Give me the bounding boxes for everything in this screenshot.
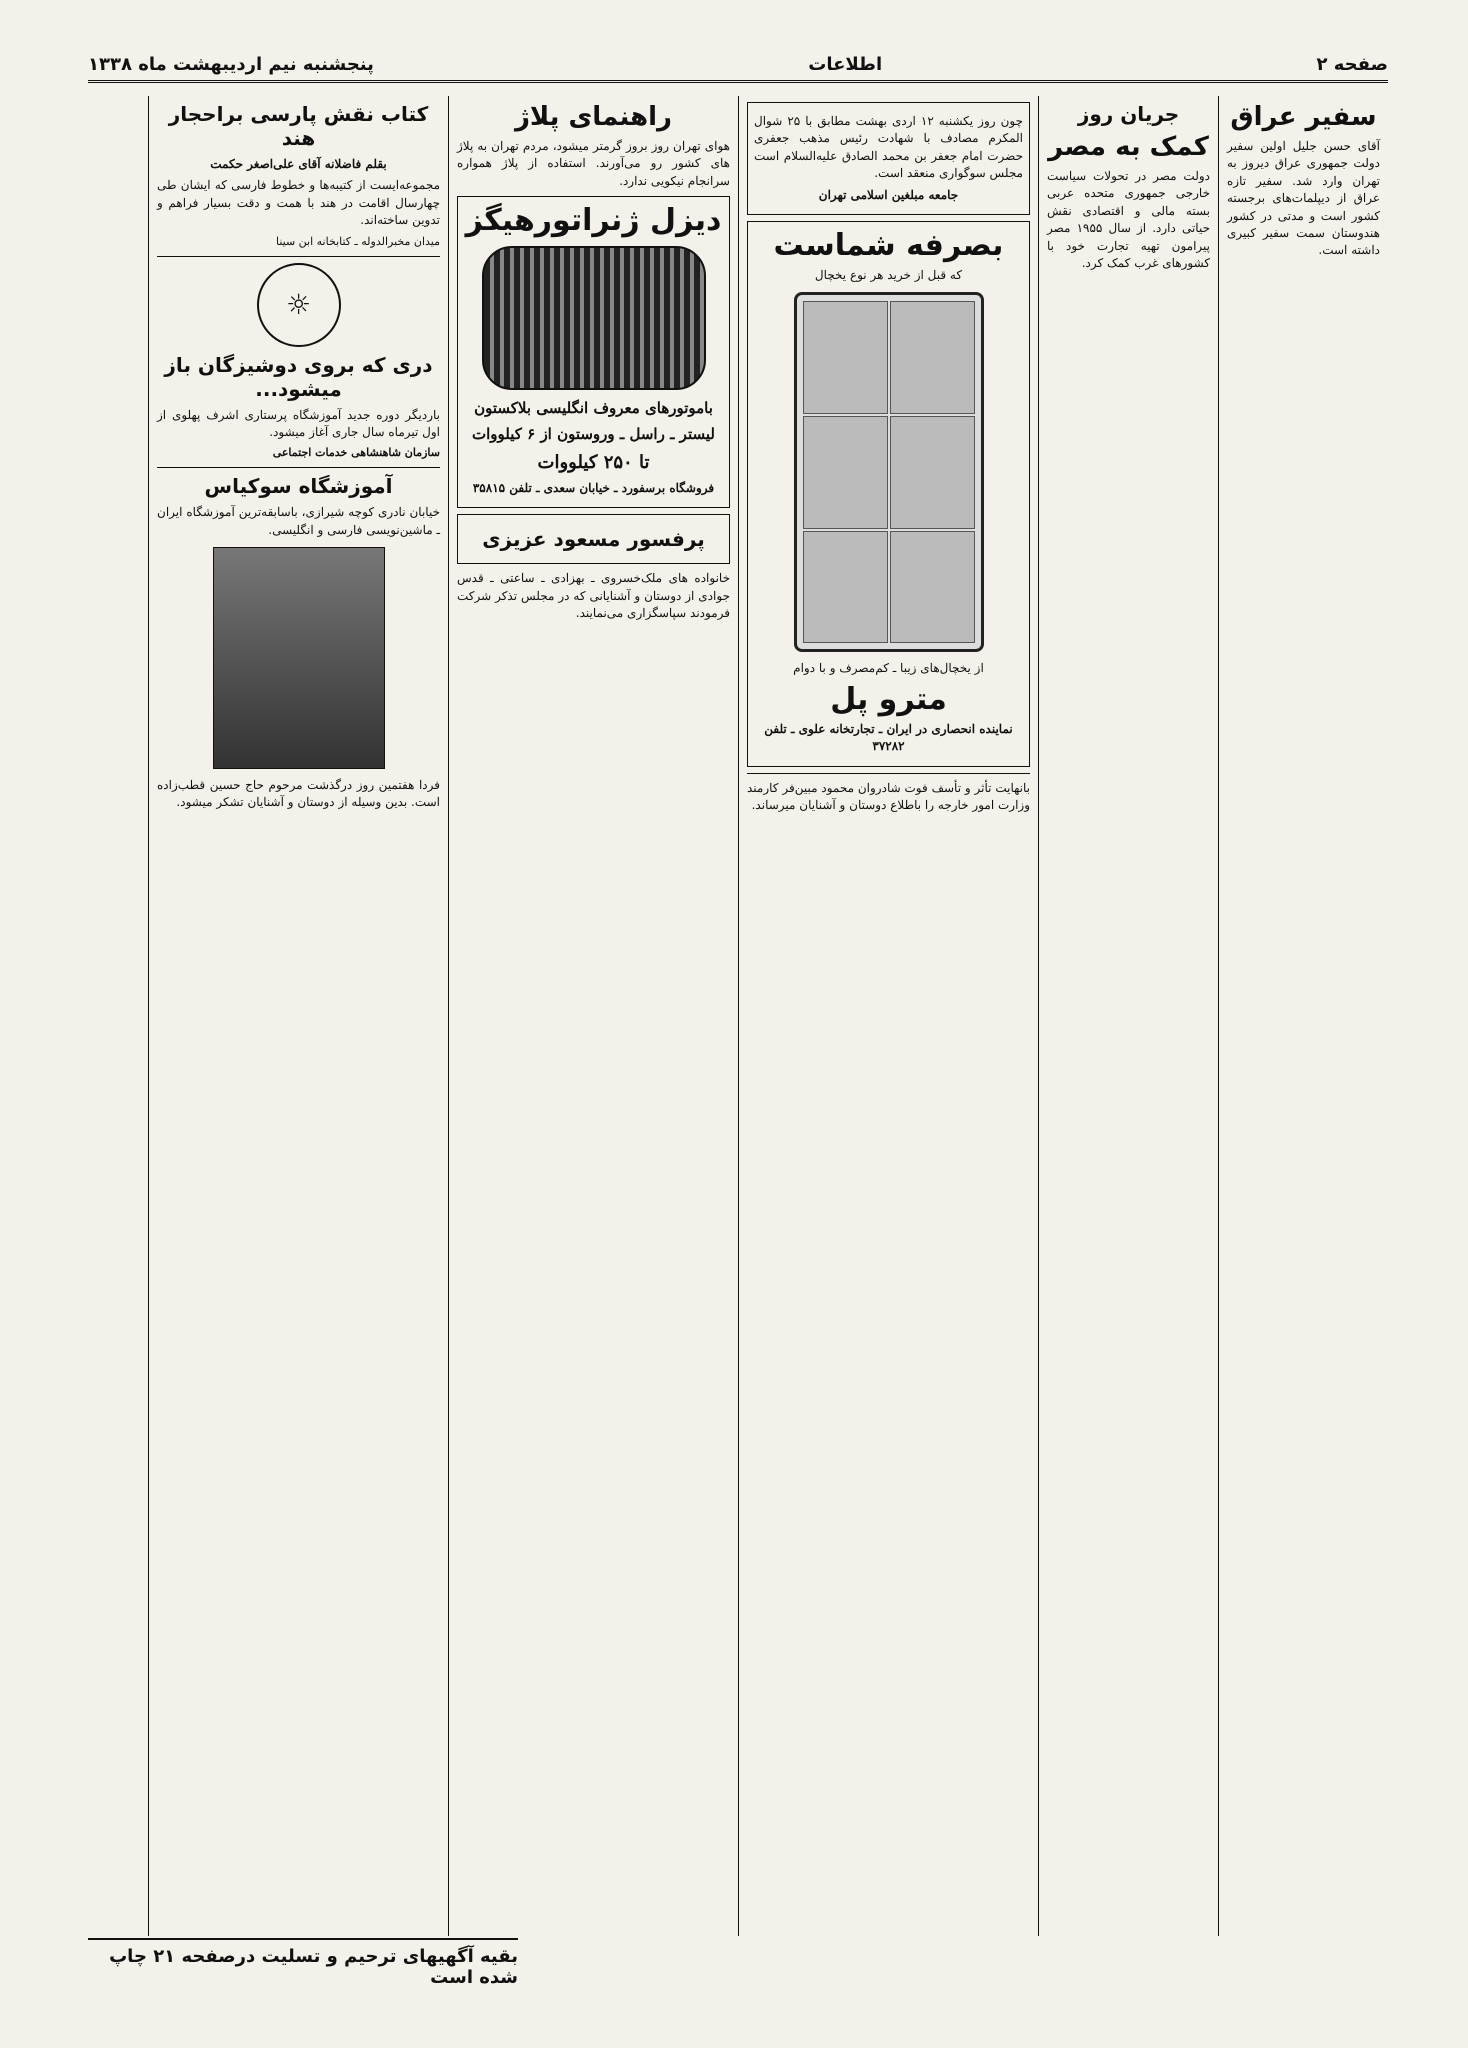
column-fridge-ad [738, 96, 1038, 1936]
column-beach-guide [448, 96, 738, 1936]
article-title: کمک به مصر [1048, 132, 1209, 162]
page-footer: بقیه آگهیهای ترحیم و تسلیت درصفحه ۲۱ چاپ شده است [88, 1938, 518, 1988]
institute-title: آموزشگاه سوکیاس [204, 474, 393, 499]
school-sign: سازمان شاهنشاهی خدمات اجتماعی [272, 446, 440, 460]
column-egypt-aid [1038, 96, 1218, 1936]
ad-headline: بصرفه شماست [773, 227, 1004, 263]
ad-store: نماینده انحصاری در ایران ـ تجارتخانه علوی ـ تلفن ۳۷۲۸۲ [764, 721, 1013, 754]
ad-brand: مترو پل [830, 681, 947, 717]
fridge-advertisement [747, 221, 1030, 767]
divider [157, 256, 440, 257]
ad-line: تا ۲۵۰ کیلووات [537, 451, 650, 473]
notice-title: جامعه مبلغین اسلامی تهران [818, 187, 959, 202]
ad-headline: دیزل ژنراتورهیگز [465, 203, 722, 239]
notice-body: چون روز یکشنبه ۱۲ اردی بهشت مطابق با ۲۵ شوال المکرم مصادف با شهادت رئیس مذهب جعفری حضرت امام جعفر بن محمد الصادق علیه‌السلام است مجلس سوگواری منعقد است. [754, 114, 1024, 181]
article-title: سفیر عراق [1230, 102, 1377, 132]
ad-tagline: از یخچال‌های زیبا ـ کم‌مصرف و با دوام [793, 661, 984, 676]
page-number: صفحه ۲ [1316, 53, 1388, 75]
doctor-advertisement [457, 514, 730, 564]
book-author: بقلم فاضلانه آقای علی‌اصغر حکمت [210, 157, 387, 171]
article-body: دولت مصر در تحولات سیاست خارجی جمهوری متحده عربی بسته مالی و اقتصادی نقش حیاتی دارد. از سال ۱۹۵۵ مصر پیرامون تهیه تجارت خود با کشورهای غرب کمک کرد. [1047, 169, 1210, 270]
portrait-photo [213, 547, 385, 769]
religious-notice [747, 102, 1030, 215]
doctor-name: پرفسور مسعود عزیزی [482, 527, 705, 552]
book-store: میدان مخبرالدوله ـ کتابخانه ابن سینا [275, 234, 440, 248]
book-title: کتاب نقش پارسی براحجار هند [168, 102, 429, 150]
refrigerator-illustration [794, 292, 984, 652]
article-title: راهنمای پلاژ [514, 102, 673, 132]
article-body: هوای تهران روز بروز گرمتر میشود، مردم تهران به پلاژ های کشور رو می‌آورند. استفاده از پلاژ همواره سرانجام نیکویی ندارد. [457, 139, 730, 188]
royal-emblem-icon: ☼ [257, 263, 341, 347]
institute-body: خیابان نادری کوچه شیرازی، باسابقه‌ترین آموزشگاه ایران ـ ماشین‌نویسی فارسی و انگلیسی. [157, 505, 440, 537]
school-body: باردیگر دوره جدید آموزشگاه پرستاری اشرف پهلوی از اول تیرماه سال جاری آغاز میشود. [157, 407, 440, 439]
ad-store: فروشگاه برسفورد ـ خیابان سعدی ـ تلفن ۳۵۸۱۵ [472, 480, 715, 495]
issue-date: پنجشنبه نیم اردیبهشت ماه ۱۳۳۸ [88, 53, 374, 75]
motor-illustration [482, 246, 706, 390]
column-iraq-ambassador [1218, 96, 1388, 1936]
ad-subline: که قبل از خرید هر نوع یخچال [814, 267, 963, 282]
ad-line: لیستر ـ راسل ـ وروستون از ۶ کیلووات [472, 424, 715, 443]
book-body: مجموعه‌ایست از کتیبه‌ها و خطوط فارسی که ایشان طی چهارسال اقامت در هند با همت و دقت بسیار فراهم و تدوین ساخته‌اند. [157, 178, 440, 228]
generator-advertisement [457, 196, 730, 508]
article-body: آقای حسن جلیل اولین سفیر دولت جمهوری عراق دیروز به تهران وارد شد. سفیر تازه عراق از دیپلمات‌های برجسته کشور است و مدتی در کشور هندوستان سمت سفیر کبیری داشته است. [1227, 139, 1380, 258]
memorial-body: فردا هفتمین روز درگذشت مرحوم حاج حسین قطب‌زاده است. بدین وسیله از دوستان و آشنایان تشکر میشود. [157, 778, 440, 810]
obituary: خانواده های ملک‌خسروی ـ بهزادی ـ ساعتی ـ قدس جوادی از دوستان و آشنایانی که در مجلس تذکر شرکت فرمودند سپاسگزاری می‌نمایند. [457, 571, 730, 620]
section-label: جریان روز [1077, 102, 1180, 126]
masthead [88, 48, 1388, 83]
column-book-and-school [148, 96, 448, 1936]
obituary: بانهایت تأثر و تأسف فوت شادروان محمود مبین‌فر کارمند وزارت امور خارجه را باطلاع دوستان و آشنایان میرساند. [747, 780, 1030, 812]
newspaper-name: اطلاعات [808, 53, 883, 75]
divider [747, 773, 1030, 774]
divider [157, 467, 440, 468]
ad-line: باموتورهای معروف انگلیسی بلاکستون [474, 399, 713, 418]
school-title: دری که بروی دوشیزگان باز میشود... [164, 352, 433, 401]
